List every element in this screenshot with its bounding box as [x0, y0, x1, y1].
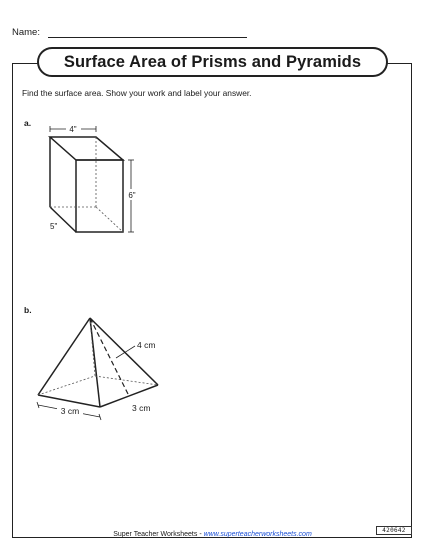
- name-label: Name:: [12, 27, 40, 38]
- footer-brand: Super Teacher Worksheets: [113, 531, 198, 538]
- pyramid-right-label: 3 cm: [132, 403, 151, 413]
- footer-separator: -: [197, 531, 204, 538]
- pyramid-figure: [38, 318, 158, 407]
- prism-width-label: 4": [69, 125, 77, 134]
- prism-front-face: [76, 160, 123, 232]
- prism-height-label: 6": [128, 191, 136, 200]
- footer-url[interactable]: www.superteacherworksheets.com: [203, 531, 312, 538]
- page-title: Surface Area of Prisms and Pyramids: [63, 52, 362, 71]
- problem-b-label: b.: [24, 305, 32, 315]
- footer: [0, 531, 425, 538]
- pyramid-slant-label: 4 cm: [137, 340, 156, 350]
- instructions: Find the surface area. Show your work and label your answer.: [22, 88, 252, 98]
- prism-top-face: [50, 137, 123, 160]
- pyramid-slant-height: [90, 318, 129, 396]
- prism-depth-label: 5": [50, 222, 58, 231]
- pyramid-front-label: 3 cm: [60, 406, 80, 416]
- problem-a-label: a.: [24, 118, 32, 128]
- worksheet-code: 420642: [376, 526, 412, 535]
